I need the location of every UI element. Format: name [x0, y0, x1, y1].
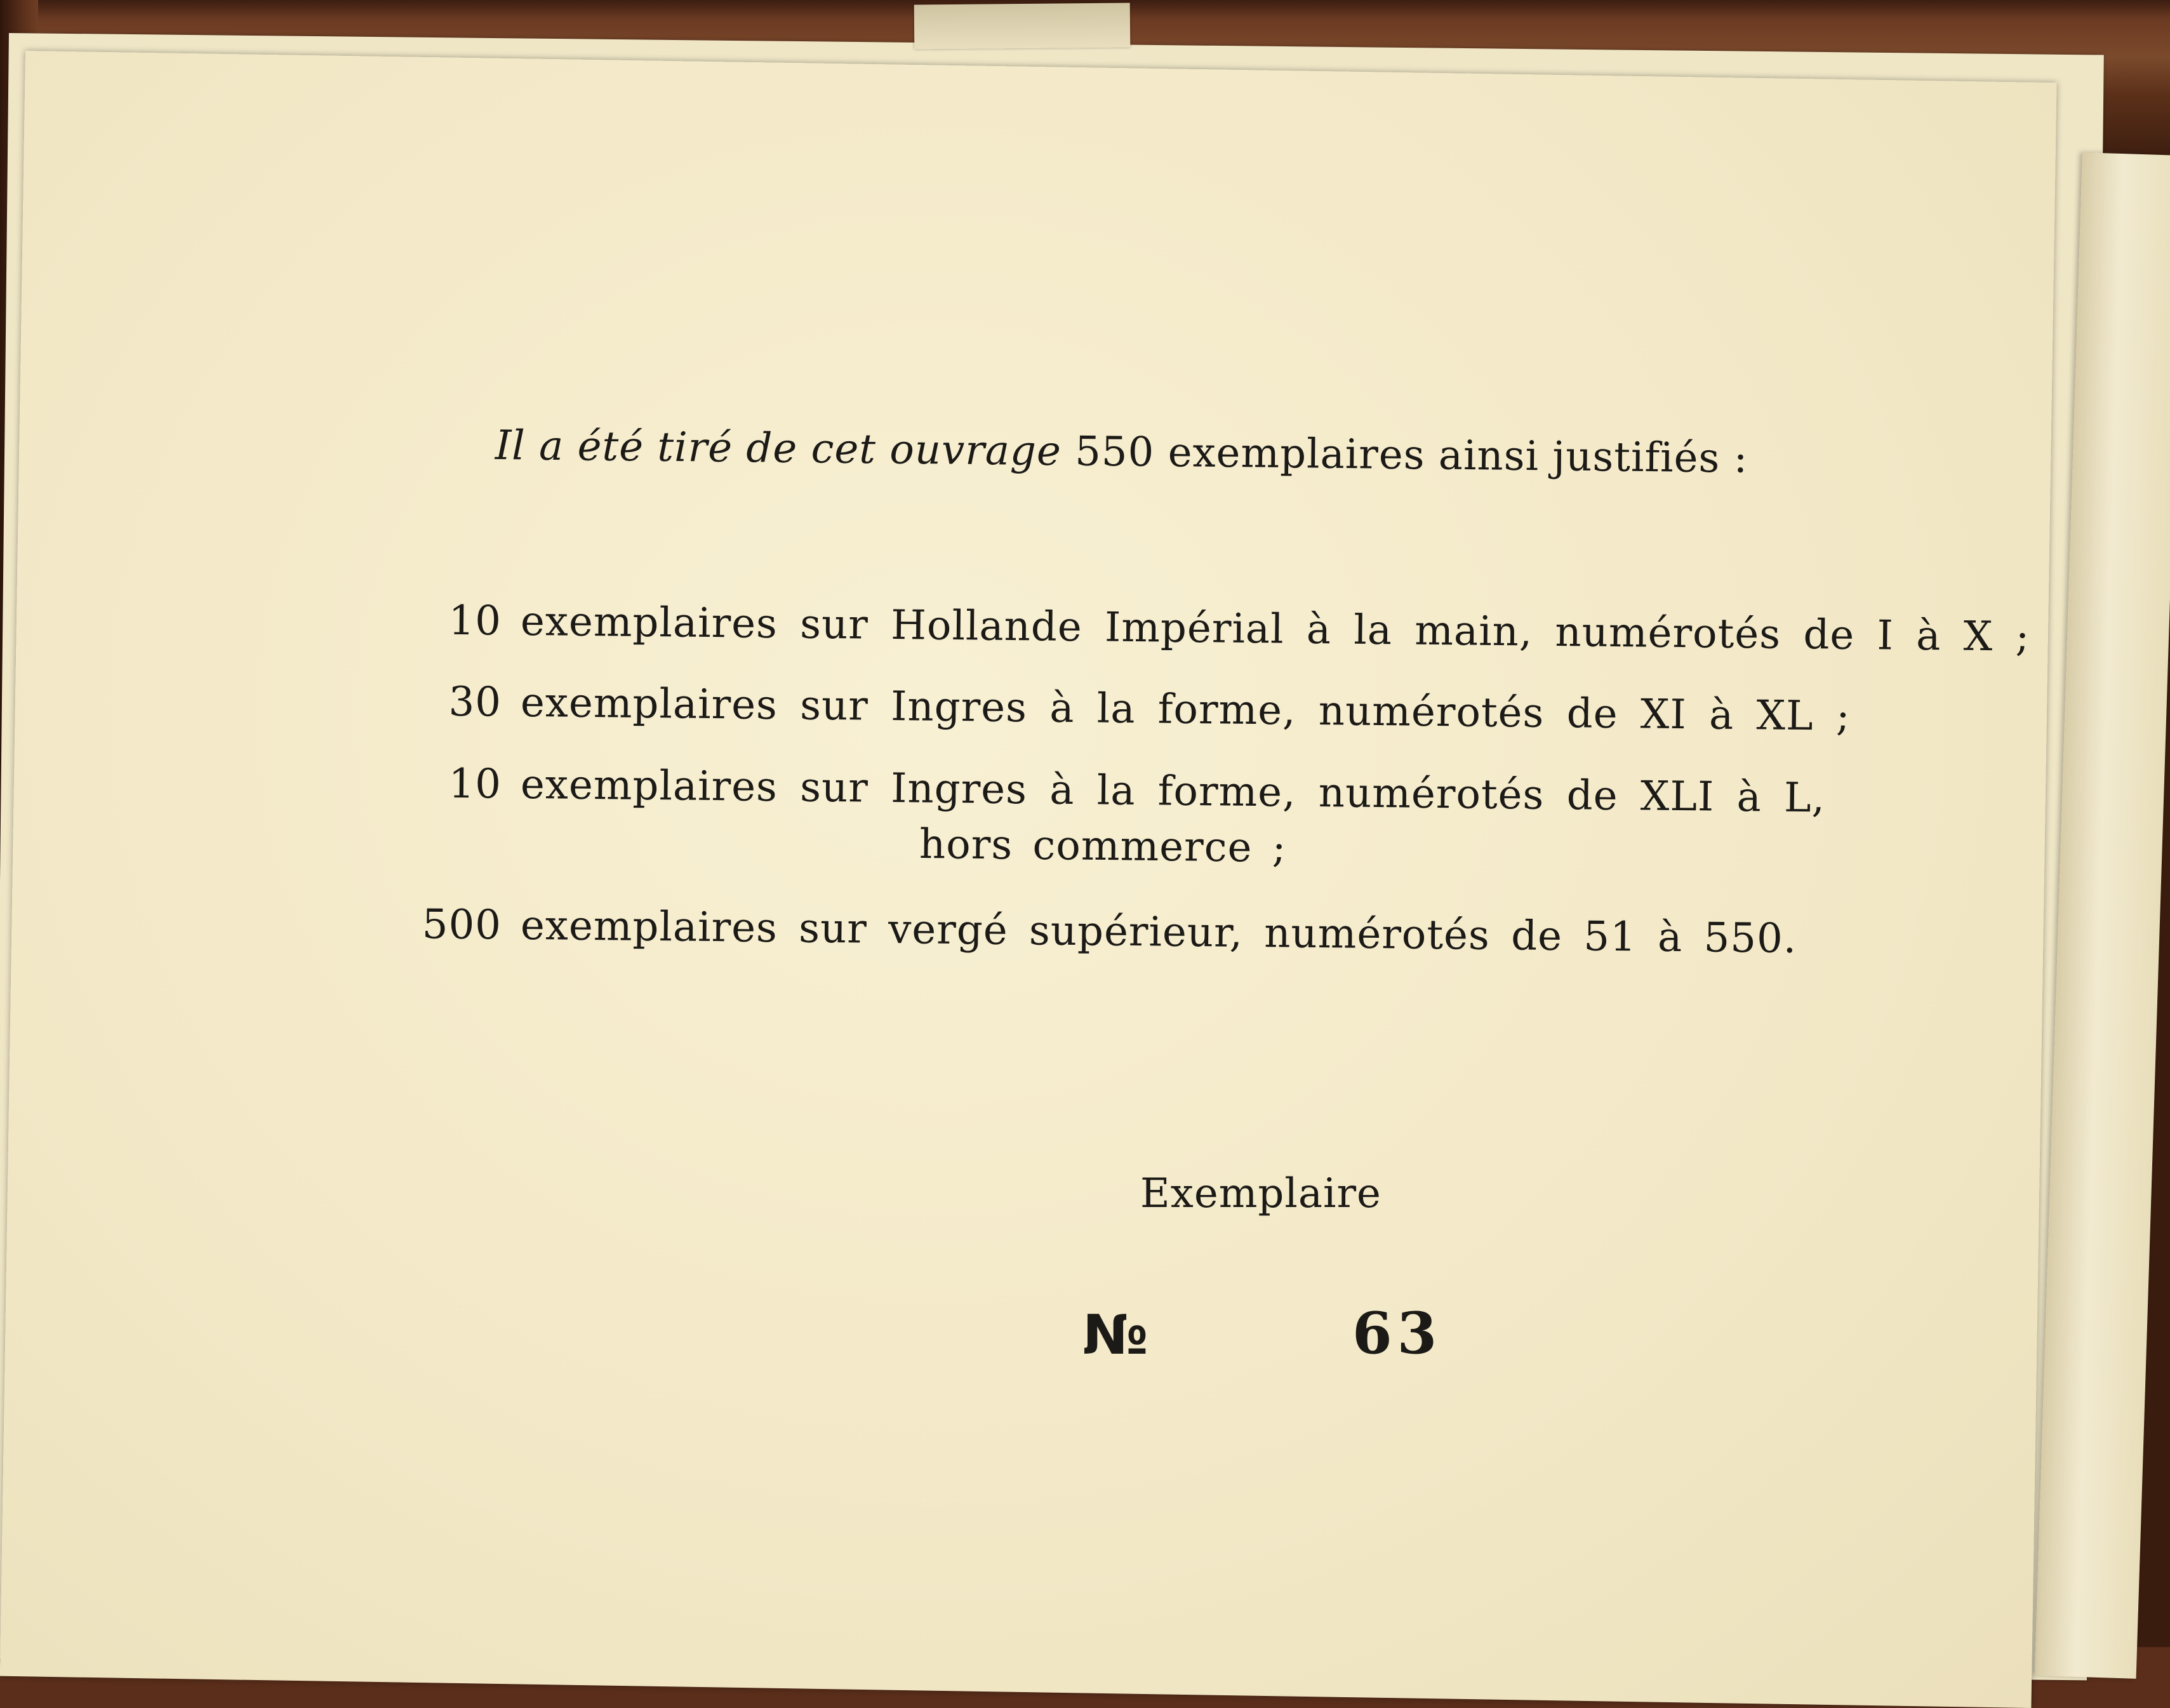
edition-line-hollande [406, 597, 2030, 661]
edition-description: exemplaires sur Ingres à la forme, numérotés de XI à XL ; [520, 679, 1851, 740]
copy-label: Exemplaire [1140, 1170, 1381, 1217]
edition-description: exemplaires sur Hollande Impérial à la main, numérotés de I à X ; [520, 597, 2030, 661]
intro-italic-text: Il a été tiré de cet ouvrage [495, 422, 1062, 476]
intro-roman-text: 550 exemplaires ainsi justifiés : [1074, 428, 1748, 483]
justification-intro [495, 422, 1748, 483]
edition-count: 500 [422, 901, 502, 949]
edition-description: exemplaires sur Ingres à la forme, numérotés de XLI à L, [520, 761, 1826, 822]
edition-count: 10 [448, 597, 502, 645]
number-sign: № [1082, 1304, 1149, 1367]
edition-description: exemplaires sur vergé supérieur, numérotés de 51 à 550. [520, 902, 1797, 963]
copy-number: 63 [1352, 1300, 1442, 1367]
edition-line-ingres-2 [406, 760, 1826, 822]
edition-count: 30 [448, 678, 502, 726]
edition-line-ingres-1 [406, 678, 1851, 740]
edition-count: 10 [448, 760, 502, 808]
edition-line-ingres-2-continuation: hors commerce ; [919, 821, 1287, 872]
edition-line-verge [406, 901, 1797, 963]
